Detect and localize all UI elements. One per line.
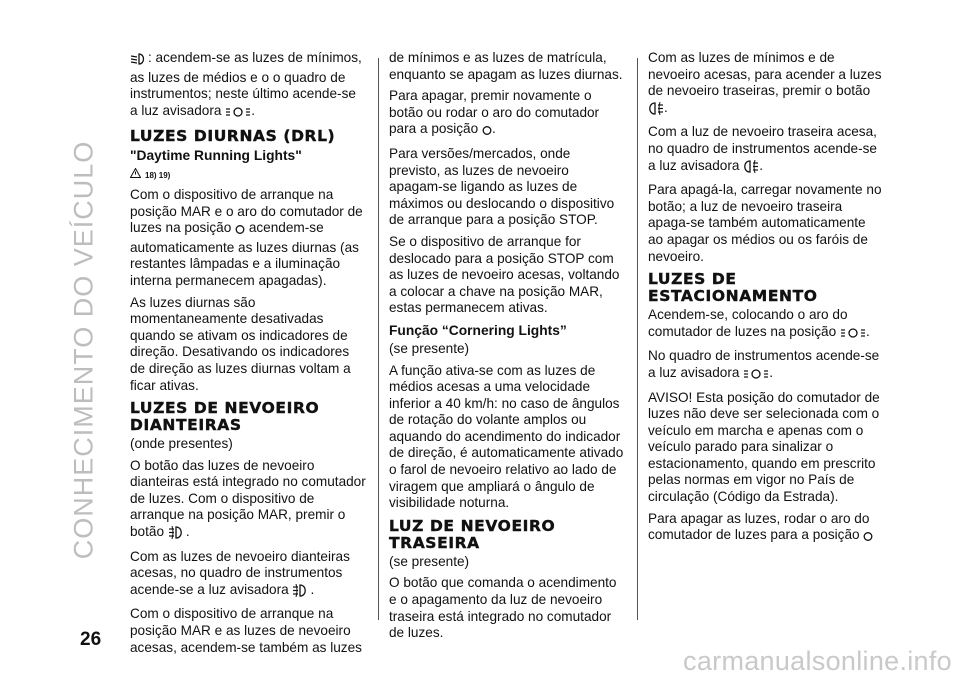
warning-triangle-icon bbox=[130, 168, 141, 185]
low-beam-icon bbox=[130, 53, 148, 70]
paragraph: Para apagar, premir novamente o botão ou rodar o aro do comutador para a posição . bbox=[389, 88, 625, 141]
section-heading-drl: LUZES DIURNAS (DRL) bbox=[130, 127, 336, 146]
paragraph: Com o dispositivo de arranque na posição MAR e as luzes de nevoeiro acesas, acendem-se também as luzes bbox=[130, 606, 362, 655]
paragraph: Com o dispositivo de arranque na posição MAR e o aro do comutador de luzes na posição acendem-se automaticamente as luzes diurnas (as restantes lâmpadas e a iluminação interna permanecem apagadas). bbox=[130, 186, 363, 288]
paragraph: de mínimos e as luzes de matrícula, enquanto se apagam as luzes diurnas. bbox=[389, 50, 623, 82]
paragraph: Para apagar as luzes, rodar o aro do comutador de luzes para a posição bbox=[648, 511, 884, 547]
column-divider bbox=[378, 58, 379, 620]
off-position-icon bbox=[863, 530, 873, 547]
paragraph: Para apagá-la, carregar novamente no botão; a luz de nevoeiro traseira apaga-se também automaticamente ao apagar os médios ou os faróis de nevoeiro. bbox=[648, 182, 882, 264]
section-heading-parking: LUZES DE ESTACIONAMENTO bbox=[648, 270, 818, 306]
paragraph: AVISO! Esta posição do comutador de luzes não deve ser selecionada com o veículo em marcha e apenas com o veículo parado para sinalizar o estacionamento, quando em prescrito pelas normas em vigor no País de circulação (Código da Estrada). bbox=[648, 389, 880, 505]
paragraph: Com as luzes de mínimos e de nevoeiro acesas, para acender a luzes de nevoeiro traseiras, premir o botão . bbox=[648, 50, 884, 119]
rear-fog-icon bbox=[648, 102, 664, 120]
paragraph: As luzes diurnas são momentaneamente desativadas quando se ativam os indicadores de direção. Desativando os indicadores de direção as luzes diurnas voltam a ficar ativas. bbox=[130, 294, 351, 393]
paragraph: : acendem-se as luzes de mínimos, as luzes de médios e o o quadro de instrumentos; neste último acende-se a luz avisadora . bbox=[130, 50, 366, 122]
column-1 bbox=[130, 50, 366, 661]
paragraph: Se o dispositivo de arranque for deslocado para a posição STOP com as luzes de nevoeiro acesas, voltando a colocar a chave na posição MAR, estas permanecem ativas. bbox=[389, 233, 620, 316]
rear-fog-icon bbox=[743, 160, 759, 178]
column-3 bbox=[648, 50, 884, 552]
column-2 bbox=[389, 50, 625, 647]
paragraph: Com as luzes de nevoeiro dianteiras acesas, no quadro de instrumentos acende-se a luz avisadora . bbox=[130, 549, 366, 602]
chapter-side-title: CONHECIMENTO DO VEÍCULO bbox=[68, 140, 99, 560]
paragraph: A função ativa-se com as luzes de médios acesas a uma velocidade inferior a 40 km/h: no caso de ângulos de rotação do volante amplos ou aquando do acendimento do indicador de direção, é automaticamente ativado o farol de nevoeiro relativo ao lado de viragem que ampliará o ângulo de visibilidade noturna. bbox=[389, 362, 624, 511]
section-heading-rear-fog: LUZ DE NEVOEIRO TRASEIRA bbox=[389, 516, 556, 552]
front-fog-icon bbox=[292, 584, 310, 602]
paragraph: Acendem-se, colocando o aro do comutador de luzes na posição . bbox=[648, 307, 884, 343]
position-lights-icon bbox=[225, 106, 251, 123]
column-divider bbox=[637, 58, 638, 620]
off-position-icon bbox=[482, 124, 492, 141]
paragraph: No quadro de instrumentos acende-se a luz avisadora . bbox=[648, 348, 884, 384]
section-subheading-cornering: Função “Cornering Lights” bbox=[389, 322, 567, 338]
paragraph: Com a luz de nevoeiro traseira acesa, no quadro de instrumentos acende-se a luz avisadora . bbox=[648, 124, 884, 177]
off-position-icon bbox=[235, 223, 245, 240]
warning-references: 18) 19) bbox=[130, 168, 170, 185]
paragraph: (se presente) bbox=[389, 340, 470, 356]
section-heading-front-fog: LUZES DE NEVOEIRO DIANTEIRAS bbox=[130, 399, 320, 435]
paragraph: O botão das luzes de nevoeiro dianteiras está integrado no comutador de luzes. Com o dispositivo de arranque na posição MAR, premir o botão . bbox=[130, 458, 366, 544]
front-fog-icon bbox=[168, 526, 186, 544]
paragraph: (onde presentes) bbox=[130, 436, 233, 452]
paragraph: Para versões/mercados, onde previsto, as luzes de nevoeiro apagam-se ligando as luzes de máximos ou deslocando o dispositivo de arranque para a posição STOP. bbox=[389, 145, 615, 228]
watermark: carmanualsonline.info bbox=[683, 646, 952, 676]
paragraph: (se presente) bbox=[389, 553, 470, 569]
section-subheading: "Daytime Running Lights" bbox=[130, 148, 302, 164]
page-number: 26 bbox=[80, 629, 102, 650]
position-lights-icon bbox=[840, 327, 866, 344]
paragraph: O botão que comanda o acendimento e o apagamento da luz de nevoeiro traseira está integrado no comutador de luzes. bbox=[389, 575, 617, 641]
position-lights-icon bbox=[743, 368, 769, 385]
